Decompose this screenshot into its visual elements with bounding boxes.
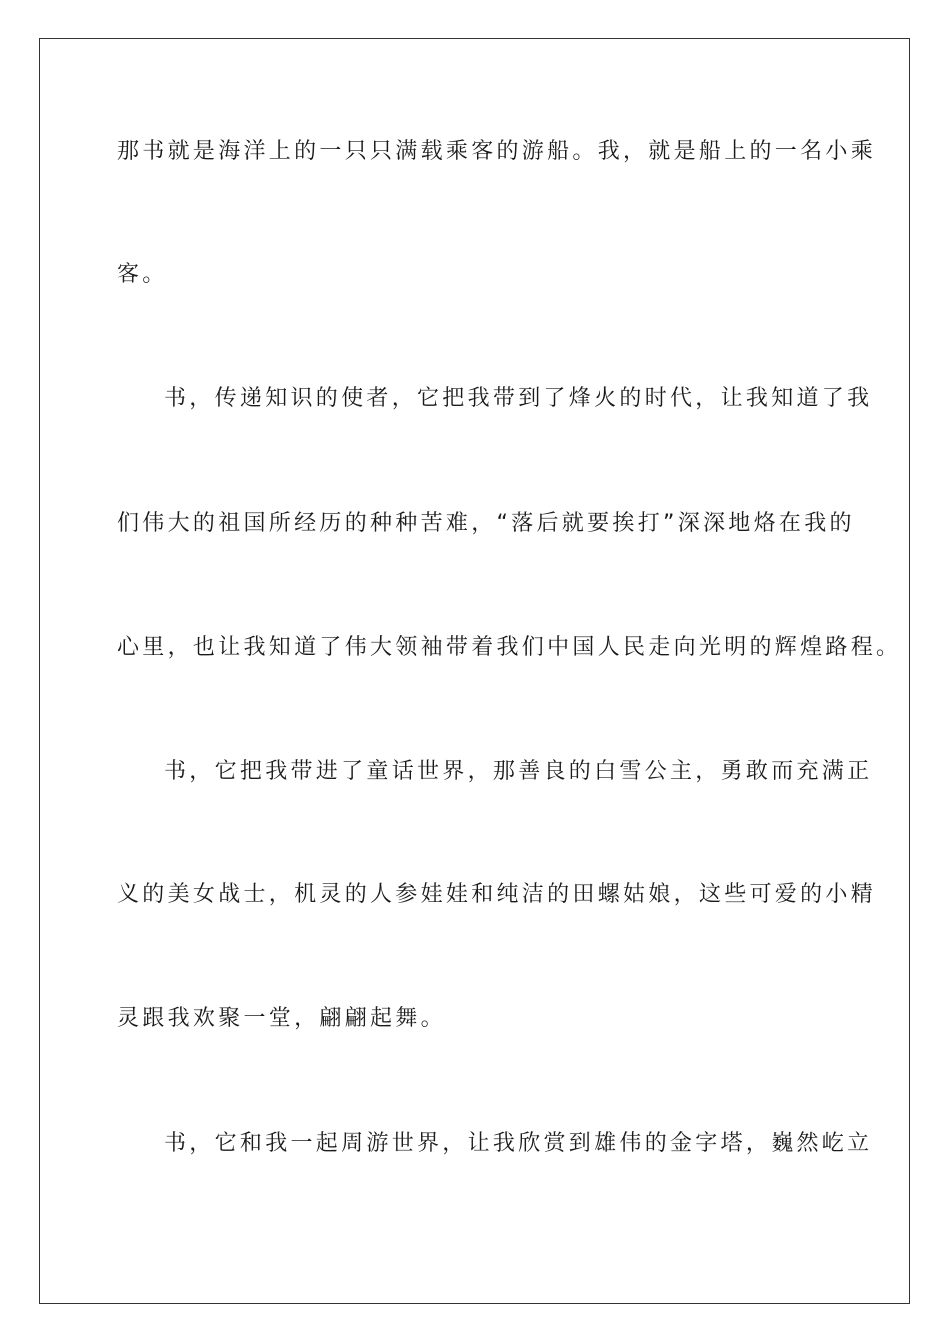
- paragraph-start-line: 书，它把我带进了童话世界，那善良的白雪公主，勇敢而充满正: [164, 759, 873, 784]
- page-border: [39, 38, 910, 1304]
- text-line: 心里，也让我知道了伟大领袖带着我们中国人民走向光明的辉煌路程。: [117, 635, 902, 660]
- paragraph-start-line: 书，它和我一起周游世界，让我欣赏到雄伟的金字塔，巍然屹立: [164, 1131, 873, 1156]
- text-line: 们伟大的祖国所经历的种种苦难，“落后就要挨打”深深地烙在我的: [117, 511, 855, 536]
- text-line: 那书就是海洋上的一只只满载乘客的游船。我，就是船上的一名小乘: [117, 139, 877, 164]
- text-line: 义的美女战士，机灵的人参娃娃和纯洁的田螺姑娘，这些可爱的小精: [117, 882, 877, 907]
- text-line: 灵跟我欢聚一堂，翩翩起舞。: [117, 1006, 446, 1031]
- text-line: 客。: [117, 262, 168, 287]
- paragraph-start-line: 书，传递知识的使者，它把我带到了烽火的时代，让我知道了我: [164, 386, 873, 411]
